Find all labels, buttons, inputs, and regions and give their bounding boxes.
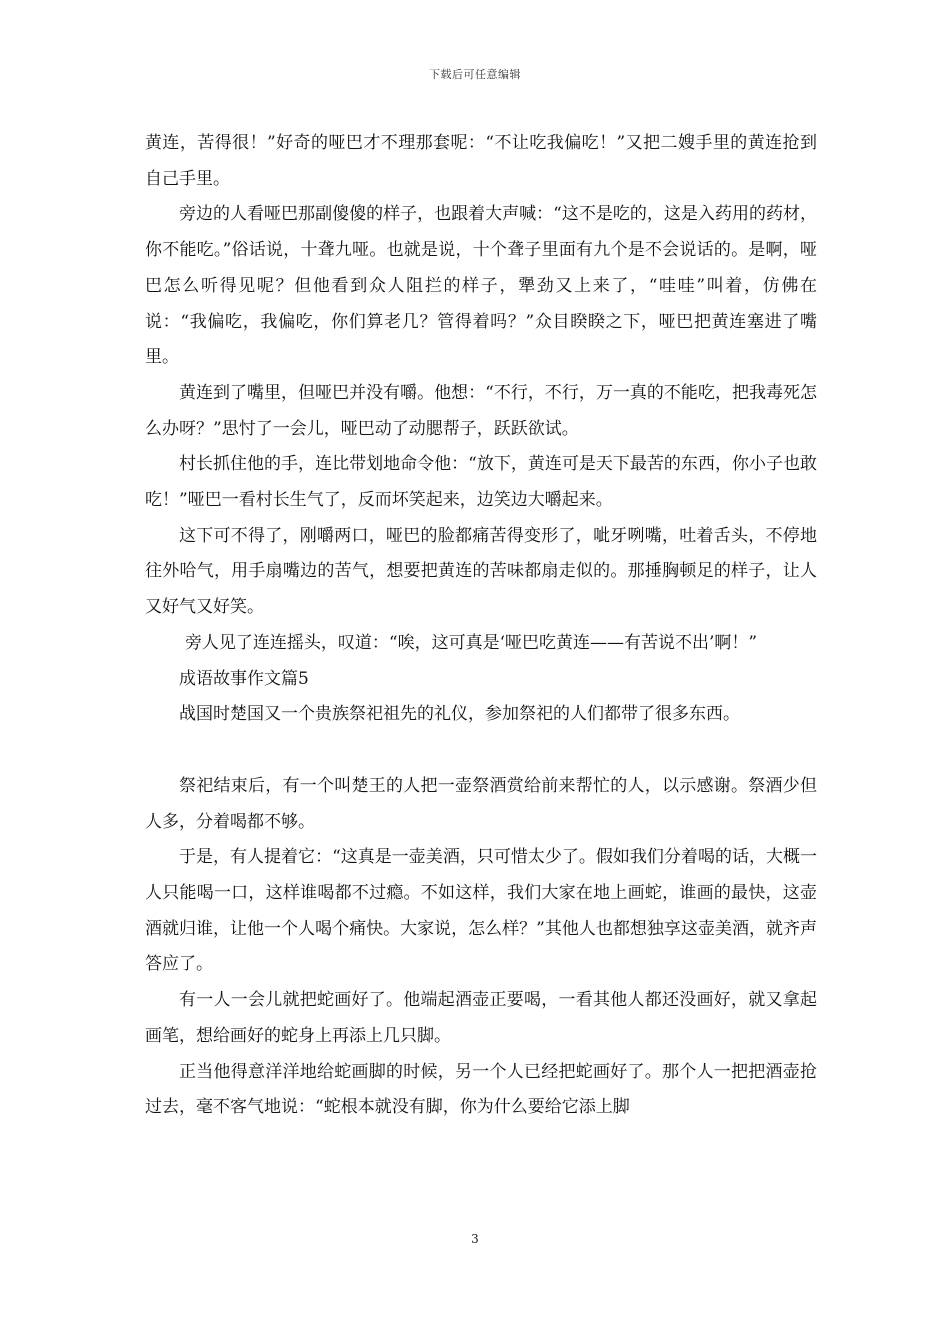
paragraph: 这下可不得了，刚嚼两口，哑巴的脸都痛苦得变形了，呲牙咧嘴，吐着舌头，不停地往外哈气，用手扇嘴边的苦气，想要把黄连的苦味都扇走似的。那捶胸顿足的样子，让人又好气又好笑。 xyxy=(145,525,817,618)
page-number: 3 xyxy=(471,1232,479,1246)
paragraph: 村长抓住他的手，连比带划地命令他：“放下，黄连可是天下最苦的东西，你小子也敢吃！”哑巴一看村长生气了，反而坏笑起来，边笑边大嚼起来。 xyxy=(145,454,817,511)
paragraph: 有一人一会儿就把蛇画好了。他端起酒壶正要喝，一看其他人都还没画好，就又拿起画笔，想给画好的蛇身上再添上几只脚。 xyxy=(145,990,817,1046)
document-body xyxy=(145,126,817,1126)
paragraph: 旁边的人看哑巴那副傻傻的样子，也跟着大声喊：“这不是吃的，这是入药用的药材，你不能吃。”俗话说，十聋九哑。也就是说，十个聋子里面有九个是不会说话的。是啊，哑巴怎么听得见呢？但他看到众人阻拦的样子，犟劲又上来了，“哇哇”叫着，仿佛在说：“我偏吃，我偏吃，你们算老几？管得着吗？”众目睽睽之下，哑巴把黄连塞进了嘴里。 xyxy=(145,204,817,368)
paragraph: 黄连，苦得很！”好奇的哑巴才不理那套呢：“不让吃我偏吃！”又把二嫂手里的黄连抢到自己手里。 xyxy=(145,133,817,189)
paragraph: 黄连到了嘴里，但哑巴并没有嚼。他想：“不行，不行，万一真的不能吃，把我毒死怎么办呀？”思忖了一会儿，哑巴动了动腮帮子，跃跃欲试。 xyxy=(145,382,817,439)
paragraph: 战国时楚国又一个贵族祭祀祖先的礼仪，参加祭祀的人们都带了很多东西。 xyxy=(179,704,740,725)
paragraph: 于是，有人提着它：“这真是一壶美酒，只可惜太少了。假如我们分着喝的话，大概一人只能喝一口，这样谁喝都不过瘾。不如这样，我们大家在地上画蛇，谁画的最快，这壶酒就归谁，让他一个人喝个痛快。大家说，怎么样？”其他人也都想独享这壶美酒，就齐声答应了。 xyxy=(145,847,817,975)
section-heading: 成语故事作文篇5 xyxy=(179,668,309,689)
paragraph: 正当他得意洋洋地给蛇画脚的时候，另一个人已经把蛇画好了。那个人一把把酒壶抢过去，毫不客气地说：“蛇根本就没有脚，你为什么要给它添上脚 xyxy=(145,1061,817,1118)
page-header: 下载后可任意编辑 xyxy=(429,68,521,81)
paragraph: 旁人见了连连摇头，叹道：“唉，这可真是‘哑巴吃黄连——有苦说不出’啊！” xyxy=(184,632,758,653)
paragraph: 祭祀结束后，有一个叫楚王的人把一壶祭酒赏给前来帮忙的人，以示感谢。祭酒少但人多，分着喝都不够。 xyxy=(145,775,817,832)
blank-line xyxy=(145,733,817,769)
